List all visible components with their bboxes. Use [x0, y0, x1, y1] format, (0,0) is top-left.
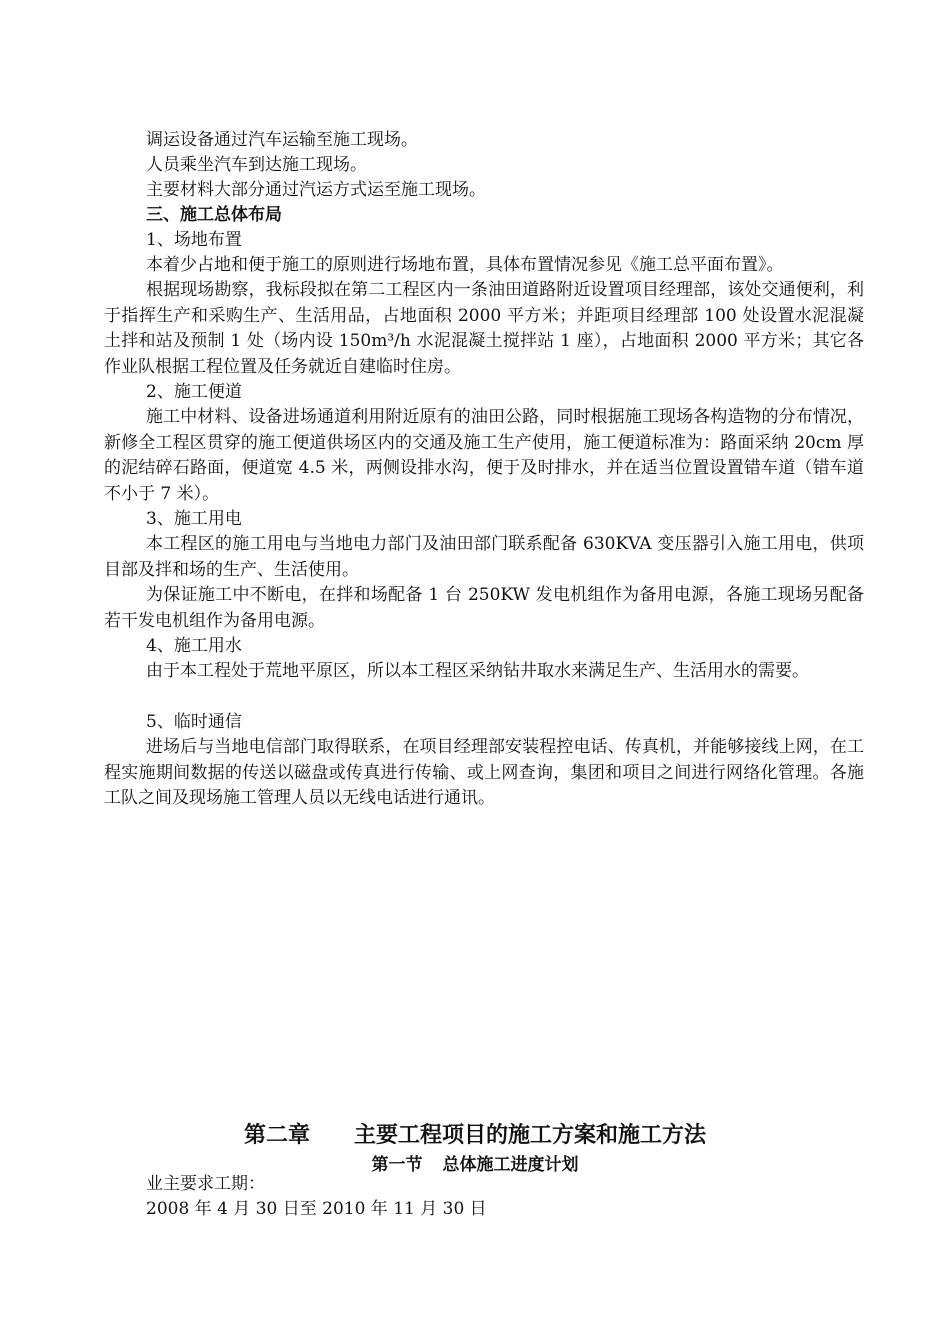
paragraph-access-road: 施工中材料、设备进场通道利用附近原有的油田公路，同时根据施工现场各构造物的分布情况，新修全工程区贯穿的施工便道供场区内的交通及施工生产使用，施工便道标准为：路面采纳 20cm 厚的泥结碎石路面，便道宽 4.5 米，两侧设排水沟，便于及时排水，并在适当位置设置错车道（错车道不小于 7 米）。 — [104, 407, 864, 504]
paragraph-equipment-transport: 调运设备通过汽车运输至施工现场。 — [146, 130, 418, 150]
paragraph-communication: 进场后与当地电信部门取得联系，在项目经理部安装程控电话、传真机，并能够接线上网，在工程实施期间数据的传送以磁盘或传真进行传输、或上网查询，集团和项目之间进行网络化管理。各施工队之间及现场施工管理人员以无线电话进行通讯。 — [104, 737, 864, 808]
schedule-period: 2008 年 4 月 30 日至 2010 年 11 月 30 日 — [146, 1199, 487, 1219]
paragraph-water-supply: 由于本工程处于荒地平原区，所以本工程区采纳钻井取水来满足生产、生活用水的需要。 — [146, 661, 809, 681]
subheading-access-road: 2、施工便道 — [146, 382, 242, 402]
subheading-site-arrangement: 1、场地布置 — [146, 230, 242, 250]
subheading-water: 4、施工用水 — [146, 636, 242, 656]
paragraph-site-survey: 根据现场勘察，我标段拟在第二工程区内一条油田道路附近设置项目经理部，该处交通便利，利于指挥生产和采购生产、生活用品，占地面积 2000 平方米；并距项目经理部 100 处设置水泥混凝土拌和站及预制 1 处（场内设 150m³/h 水泥混凝土搅拌站 1 座），占地面积 2000 平方米；其它各作业队根据工程位置及任务就近自建临时住房。 — [104, 280, 864, 377]
schedule-label: 业主要求工期： — [146, 1174, 265, 1194]
section-title: 总体施工进度计划 — [442, 1155, 579, 1175]
subheading-communication: 5、临时通信 — [146, 712, 242, 732]
section-number: 第一节 — [371, 1155, 423, 1175]
chapter-heading — [0, 1118, 950, 1149]
subheading-power: 3、施工用电 — [146, 509, 242, 529]
paragraph-backup-power: 为保证施工中不断电，在拌和场配备 1 台 250KW 发电机组作为备用电源，各施工现场另配备若干发电机组作为备用电源。 — [104, 585, 864, 631]
paragraph-material-transport: 主要材料大部分通过汽运方式运至施工现场。 — [146, 180, 486, 200]
chapter-number: 第二章 — [243, 1123, 310, 1148]
chapter-title: 主要工程项目的施工方案和施工方法 — [354, 1123, 707, 1148]
paragraph-site-principle: 本着少占地和便于施工的原则进行场地布置，具体布置情况参见《施工总平面布置》。 — [146, 255, 784, 275]
section-heading-layout: 三、施工总体布局 — [146, 205, 282, 225]
paragraph-personnel-transport: 人员乘坐汽车到达施工现场。 — [146, 155, 367, 175]
paragraph-power-supply: 本工程区的施工用电与当地电力部门及油田部门联系配备 630KVA 变压器引入施工用电，供项目部及拌和场的生产、生活使用。 — [104, 534, 864, 580]
